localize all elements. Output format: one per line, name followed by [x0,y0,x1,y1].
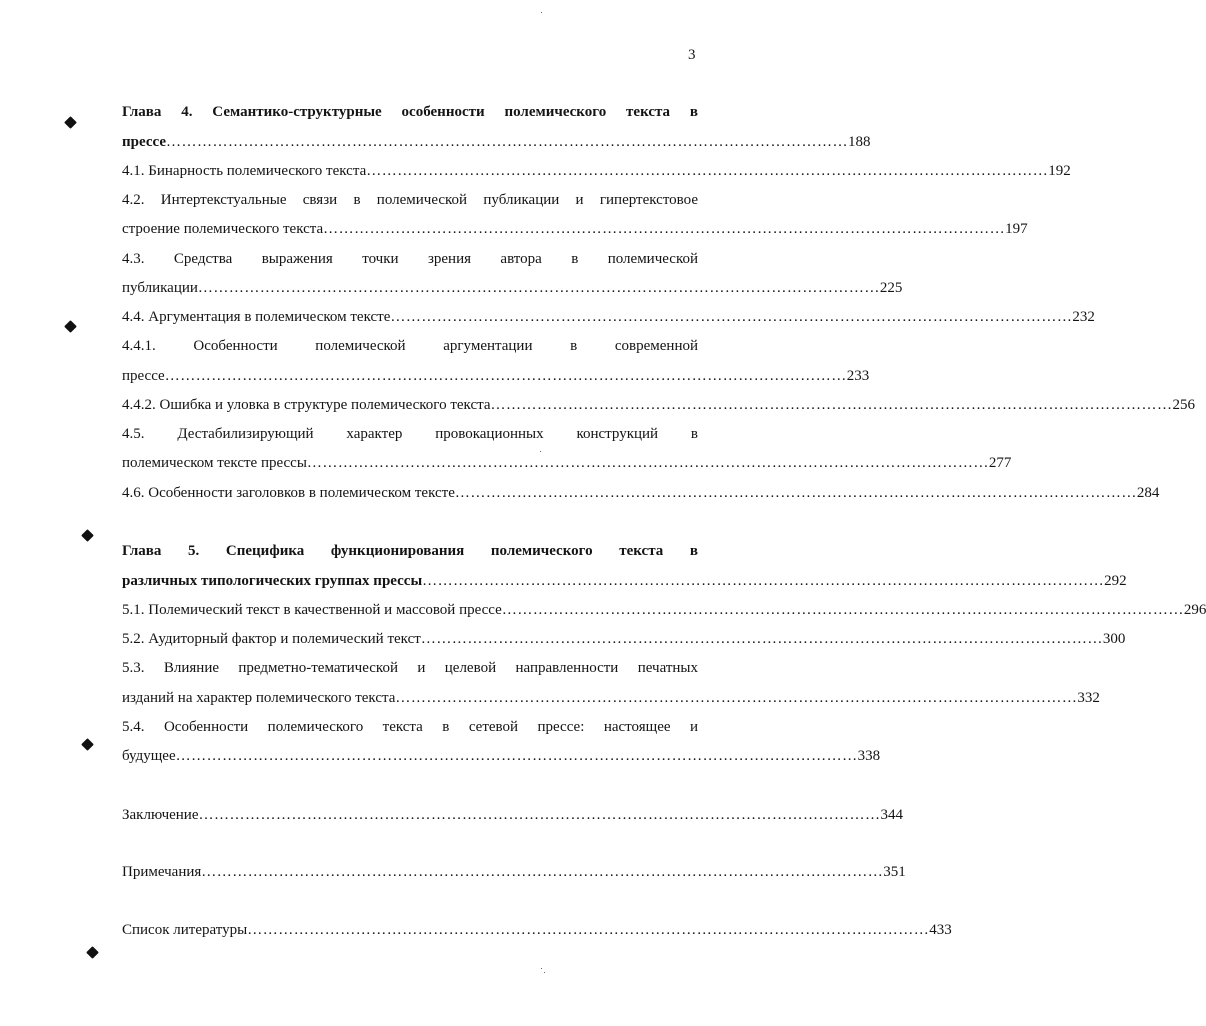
leader-dots: …………………………………………………………………………………………………………………… [165,134,848,150]
toc-entry-text: публикации [122,280,198,296]
toc-entry-text: 5.2. Аудиторный фактор и полемический текст [122,631,421,647]
toc-entry-5-4-line1: 5.4. Особенности полемического текста в сетевой прессе: настоящее и [122,719,698,735]
toc-entry-page: 332 [1077,690,1100,706]
scan-speck [544,972,545,973]
toc-entry-page: 433 [929,922,952,938]
leader-dots: …………………………………………………………………………………………………………………… [164,368,847,384]
toc-entry-text: 4.1. Бинарность полемического текста [122,163,367,179]
leader-dots: …………………………………………………………………………………………………………………… [247,922,930,938]
scan-speck [541,12,542,13]
toc-entry-references [122,920,952,940]
toc-entry-page: 233 [846,368,870,384]
binder-mark-5 [86,946,99,959]
leader-dots: …………………………………………………………………………………………………………………… [395,690,1078,706]
toc-entry-5-2 [122,629,1126,649]
toc-entry-4-4-1 [122,366,870,386]
toc-entry-text: будущее [122,748,176,764]
scan-speck [540,451,541,452]
toc-entry-page: 284 [1136,485,1160,501]
leader-dots: …………………………………………………………………………………………………………………… [175,748,858,764]
toc-entry-page: 338 [857,748,881,764]
chapter-4-title-end [122,132,871,152]
toc-entry-5-4 [122,746,881,766]
toc-entry-4-2 [122,219,1028,239]
toc-entry-page: 232 [1072,309,1095,325]
toc-entry-page: 300 [1102,631,1126,647]
leader-dots: …………………………………………………………………………………………………………………… [454,485,1137,501]
chapter-4-title: Глава 4. Семантико-структурные особенности полемического текста в [122,104,698,120]
toc-entry-4-1 [122,161,1071,181]
toc-entry-text: 4.4.2. Ошибка и уловка в структуре полемического текста [122,397,491,413]
chapter-4-title-text: прессе [122,134,166,150]
toc-entry-4-5-line1: 4.5. Дестабилизирующий характер провокационных конструкций в [122,426,698,442]
leader-dots: …………………………………………………………………………………………………………………… [501,602,1184,618]
leader-dots: …………………………………………………………………………………………………………………… [201,864,884,880]
toc-entry-text: изданий на характер полемического текста [122,690,396,706]
scan-speck [541,968,542,969]
leader-dots: …………………………………………………………………………………………………………………… [366,163,1049,179]
toc-entry-page: 197 [1005,221,1028,237]
chapter-5-title: Глава 5. Специфика функционирования полемического текста в [122,543,698,559]
toc-entry-page: 351 [883,864,906,880]
chapter-5-page: 292 [1104,573,1127,589]
leader-dots: …………………………………………………………………………………………………………………… [197,280,880,296]
toc-entry-notes [122,862,906,882]
toc-entry-text: Список литературы [122,922,248,938]
toc-entry-page: 296 [1183,602,1206,618]
toc-entry-5-1 [122,600,1206,620]
toc-entry-conclusion [122,805,903,825]
leader-dots: …………………………………………………………………………………………………………………… [422,573,1105,589]
page-number: 3 [688,47,696,63]
binder-mark-2 [64,320,77,333]
leader-dots: …………………………………………………………………………………………………………………… [306,455,989,471]
leader-dots: …………………………………………………………………………………………………………………… [198,807,881,823]
toc-entry-text: Примечания [122,864,202,880]
binder-mark-4 [81,738,94,751]
leader-dots: …………………………………………………………………………………………………………………… [390,309,1073,325]
binder-mark-1 [64,116,77,129]
leader-dots: …………………………………………………………………………………………………………………… [323,221,1006,237]
toc-entry-page: 256 [1172,397,1196,413]
binder-mark-3 [81,529,94,542]
toc-entry-text: 5.1. Полемический текст в качественной и массовой прессе [122,602,502,618]
toc-entry-4-4-1-line1: 4.4.1. Особенности полемической аргументации в современной [122,338,698,354]
toc-entry-text: Заключение [122,807,199,823]
leader-dots: …………………………………………………………………………………………………………………… [420,631,1103,647]
toc-entry-page: 344 [880,807,903,823]
toc-entry-page: 225 [879,280,903,296]
toc-entry-5-3 [122,688,1100,708]
toc-entry-text: 4.4. Аргументация в полемическом тексте [122,309,391,325]
toc-entry-page: 277 [988,455,1012,471]
toc-entry-4-2-line1: 4.2. Интертекстуальные связи в полемической публикации и гипертекстовое [122,192,698,208]
toc-entry-4-3-line1: 4.3. Средства выражения точки зрения автора в полемической [122,251,698,267]
toc-entry-text: прессе [122,368,165,384]
leader-dots: …………………………………………………………………………………………………………………… [490,397,1173,413]
toc-entry-4-6 [122,483,1160,503]
chapter-4-page: 188 [847,134,871,150]
toc-entry-page: 192 [1048,163,1071,179]
chapter-5-title-text: различных типологических группах прессы [122,573,423,589]
toc-entry-4-5 [122,453,1012,473]
toc-entry-4-4-2 [122,395,1196,415]
toc-entry-text: строение полемического текста [122,221,324,237]
toc-entry-4-3 [122,278,903,298]
toc-entry-4-4 [122,307,1095,327]
chapter-5-title-end [122,571,1127,591]
toc-entry-text: полемическом тексте прессы [122,455,307,471]
toc-entry-5-3-line1: 5.3. Влияние предметно-тематической и целевой направленности печатных [122,660,698,676]
toc-entry-text: 4.6. Особенности заголовков в полемическом тексте [122,485,455,501]
